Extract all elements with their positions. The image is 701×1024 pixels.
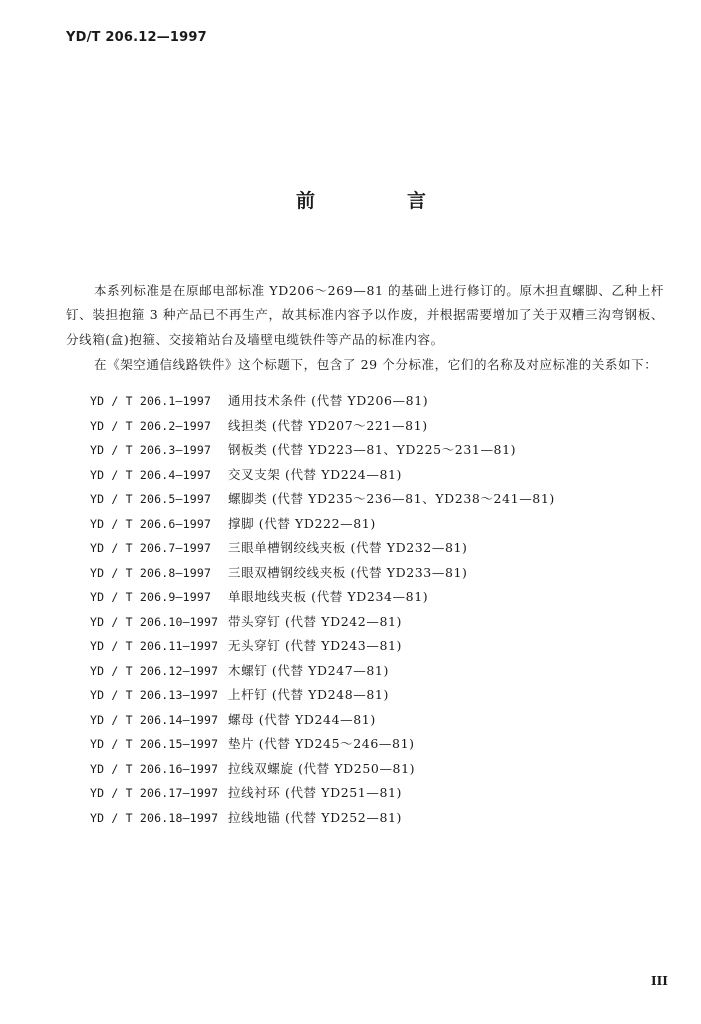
standard-code: YD / T 206.9—1997	[90, 590, 212, 604]
standard-code: YD / T 206.2—1997	[90, 418, 212, 433]
standard-code: YD / T 206.15—1997	[90, 737, 219, 751]
list-item	[90, 708, 555, 733]
standard-code: YD / T 206.10—1997	[90, 614, 219, 629]
list-item	[90, 512, 555, 537]
list-item	[90, 806, 555, 831]
standard-code: YD / T 206.1—1997	[90, 394, 212, 408]
list-item	[90, 561, 555, 586]
list-item	[90, 389, 555, 414]
standard-description: 拉线衬环 (代替 YD251—81)	[228, 785, 403, 800]
intro-paragraph: 本系列标准是在原邮电部标准 YD206～269—81 的基础上进行修订的。原木担直螺脚、乙种上杆钉、装担抱箍 3 种产品已不再生产，故其标准内容予以作废，并根据需要增加了关于双糟三沟弯钢板、分线箱(盒)抱箍、交接箱站台及墙壁电缆铁件等产品的标准内容。	[66, 282, 664, 347]
standard-code: YD / T 206.6—1997	[90, 516, 212, 531]
standard-description: 拉线地锚 (代替 YD252—81)	[228, 809, 403, 825]
list-item	[90, 414, 555, 439]
list-item	[90, 634, 555, 659]
standard-description: 钢板类 (代替 YD223—81、YD225～231—81)	[228, 442, 517, 457]
list-item	[90, 659, 555, 684]
list-item	[90, 463, 555, 488]
standard-code: YD / T 206.16—1997	[90, 761, 219, 776]
list-item	[90, 536, 555, 561]
list-item	[90, 610, 555, 635]
standard-code: YD / T 206.7—1997	[90, 541, 212, 555]
standard-code: YD / T 206.8—1997	[90, 565, 212, 580]
page-number: III	[651, 974, 668, 988]
list-item	[90, 781, 555, 806]
standard-description: 上杆钉 (代替 YD248—81)	[228, 687, 389, 702]
standard-code: YD / T 206.18—1997	[90, 810, 219, 825]
standard-description: 无头穿钉 (代替 YD243—81)	[228, 638, 403, 653]
list-item	[90, 438, 555, 463]
standard-code: YD / T 206.14—1997	[90, 712, 219, 727]
standard-code: YD / T 206.11—1997	[90, 639, 219, 653]
document-id-header: YD/T 206.12—1997	[66, 30, 207, 45]
standard-code: YD / T 206.13—1997	[90, 688, 219, 702]
standard-description: 三眼单槽钢绞线夹板 (代替 YD232—81)	[228, 540, 468, 555]
list-item	[90, 683, 555, 708]
standard-description: 带头穿钉 (代替 YD242—81)	[228, 613, 403, 629]
standard-code: YD / T 206.4—1997	[90, 467, 212, 482]
standards-list	[90, 389, 555, 830]
list-item	[90, 757, 555, 782]
standard-code: YD / T 206.5—1997	[90, 492, 212, 506]
standard-code: YD / T 206.12—1997	[90, 663, 219, 678]
standard-description: 撑脚 (代替 YD222—81)	[228, 515, 376, 531]
page-title: 前言	[296, 190, 519, 212]
standard-description: 螺脚类 (代替 YD235～236—81、YD238～241—81)	[228, 491, 555, 506]
standard-description: 拉线双螺旋 (代替 YD250—81)	[228, 760, 416, 776]
standard-description: 交叉支架 (代替 YD224—81)	[228, 466, 403, 482]
standard-description: 螺母 (代替 YD244—81)	[228, 711, 376, 727]
list-item	[90, 732, 555, 757]
list-item	[90, 585, 555, 610]
standard-description: 三眼双槽钢绞线夹板 (代替 YD233—81)	[228, 564, 468, 580]
standard-description: 木螺钉 (代替 YD247—81)	[228, 662, 389, 678]
standard-code: YD / T 206.3—1997	[90, 443, 212, 457]
standard-description: 单眼地线夹板 (代替 YD234—81)	[228, 589, 429, 604]
scope-paragraph: 在《架空通信线路铁件》这个标题下，包含了 29 个分标准，它们的名称及对应标准的关系如下：	[94, 356, 658, 372]
standard-description: 线担类 (代替 YD207～221—81)	[228, 417, 428, 433]
list-item	[90, 487, 555, 512]
standard-code: YD / T 206.17—1997	[90, 786, 219, 800]
standard-description: 垫片 (代替 YD245～246—81)	[228, 736, 415, 751]
standard-description: 通用技术条件 (代替 YD206—81)	[228, 393, 429, 408]
